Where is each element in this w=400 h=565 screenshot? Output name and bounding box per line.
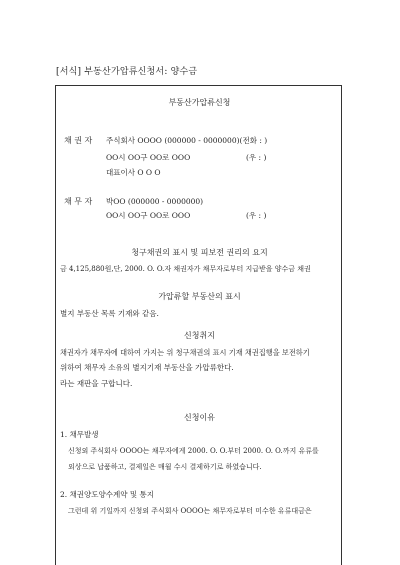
creditor-address: OO시 OO구 OO로 OOO xyxy=(106,153,191,162)
reason-heading: 신청이유 xyxy=(184,413,215,422)
property-text: 별지 부동산 목록 기재와 같음. xyxy=(60,309,159,318)
debtor-role-label: 채 무 자 xyxy=(64,197,93,206)
reason2-line: 그런데 위 기일까지 신청외 주식회사 OOOO는 채무자로부터 미수한 유류대금은 xyxy=(68,507,312,515)
claim-text: 금 4,125,880원,단, 2000. O. O.자 채권자가 채무자로부터 지급받을 양수금 채권 xyxy=(60,265,311,273)
debtor-address: OO시 OO구 OO로 OOO xyxy=(106,211,191,220)
reason1-line: 신청외 주식회사 OOOO는 채무자에게 2000. O. O.부터 2000. O. O.까지 유류를 xyxy=(68,447,319,455)
reason2-title: 2. 채권양도양수계약 및 통지 xyxy=(60,490,155,499)
document-frame xyxy=(55,85,342,565)
reason1-title: 1. 채무발생 xyxy=(60,430,99,439)
creditor-representative: 대표이사 O O O xyxy=(106,168,161,177)
form-header-label: [서식] 부동산가압류신청서: 양수금 xyxy=(56,67,198,77)
property-heading: 가압류할 부동산의 표시 xyxy=(158,292,241,301)
debtor-postal: (우 : ) xyxy=(246,211,267,220)
claim-heading: 청구채권의 표시 및 피보전 권리의 요지 xyxy=(131,248,268,257)
reason1-line: 외상으로 납품하고, 결제일은 매월 수시 결제하기로 하였습니다. xyxy=(68,463,262,471)
purpose-line: 위하여 채무자 소유의 별지기재 부동산을 가압류한다. xyxy=(60,363,234,372)
purpose-heading: 신청취지 xyxy=(184,331,215,340)
creditor-role-label: 채 권 자 xyxy=(64,136,93,145)
document-title: 부동산가압류신청 xyxy=(168,98,231,107)
debtor-name: 박OO (000000 - 0000000) xyxy=(106,197,204,206)
purpose-line: 라는 재판을 구합니다. xyxy=(60,379,133,388)
creditor-postal: (우 : ) xyxy=(246,153,267,162)
creditor-name: 주식회사 OOOO (000000 - 0000000)(전화 : ) xyxy=(106,136,268,145)
purpose-line: 채권자가 채무자에 대하여 가지는 위 청구채권의 표시 기재 채권집행을 보전하기 xyxy=(60,348,310,357)
